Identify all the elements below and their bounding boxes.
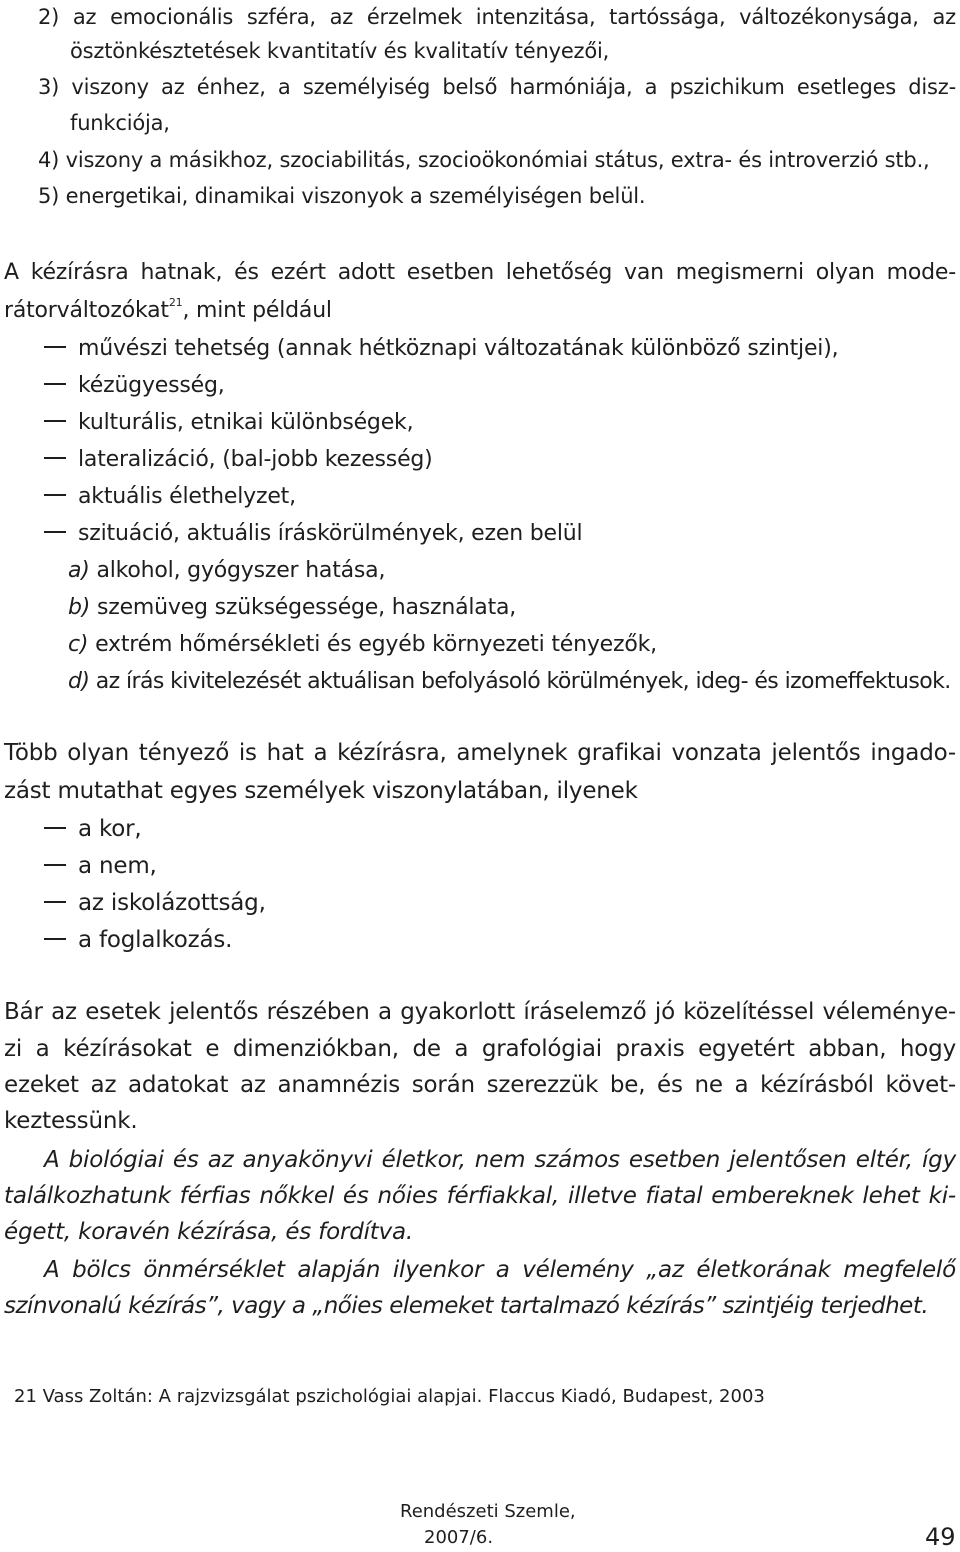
dash-bullet [44,864,66,866]
paragraph-2-line-2: zást mutathat egyes személyek viszonylatában, ilyenek [4,778,638,804]
dash-bullet [44,420,66,422]
list-item-2-line-1: 2) az emocionális szféra, az érzelmek intenzitása, tartóssága, változékonysága, az [38,5,956,29]
paragraph-2-line-1: Több olyan tényező is hat a kézírásra, amelynek grafikai vonzata jelentős ingado- [4,740,956,766]
list-item-text: a kor, [78,816,142,842]
list-item [44,334,838,364]
sub-list-item [68,630,657,660]
list-item [44,851,157,881]
journal-issue: 2007/6. [424,1527,494,1548]
list-item-text: szituáció, aktuális íráskörülmények, ezen belül [78,521,583,546]
list-item-text: a foglalkozás. [78,927,233,953]
list-item-text: a nem, [78,853,157,879]
list-item-text: lateralizáció, (bal-jobb kezesség) [78,447,433,472]
dash-bullet [44,531,66,533]
sub-list-letter: b) [68,595,91,620]
dash-bullet [44,827,66,829]
list-item [44,482,296,512]
dash-bullet [44,938,66,940]
list-item [44,814,142,844]
sub-list-letter: a) [68,558,90,583]
dash-bullet [44,901,66,903]
sub-list-letter: c) [68,632,89,657]
paragraph-3-line-4: keztessünk. [4,1108,138,1134]
dash-bullet [44,383,66,385]
list-item-text: az iskolázottság, [78,890,266,916]
paragraph-3-line-3: ezeket az adatokat az anamnézis során szerezzük be, és ne a kézírásból követ- [4,1072,956,1098]
list-item-text: kulturális, etnikai különbségek, [78,410,414,435]
list-item-text: kézügyesség, [78,373,225,398]
dash-bullet [44,346,66,348]
list-item-2-line-2: ösztönkésztetések kvantitatív és kvalitatív tényezői, [70,39,610,63]
footnote-ref: 21 [168,295,183,309]
sub-list-item [68,556,385,586]
list-item [44,888,266,918]
paragraph-5-line-2: színvonalú kézírás”, vagy a „nőies elemeket tartalmazó kézírás” szintjéig terjedhet. [4,1293,929,1319]
sub-list-item [68,593,516,623]
list-item [44,408,413,438]
text-span: , mint például [182,298,332,323]
list-item-5: 5) energetikai, dinamikai viszonyok a személyiségen belül. [38,184,646,208]
sub-list-letter: d) [68,669,90,694]
list-item [44,371,225,401]
list-item-text: aktuális élethelyzet, [78,484,296,509]
page-number: 49 [925,1523,956,1551]
paragraph-5-line-1: A bölcs önmérséklet alapján ilyenkor a vélemény „az életkorának megfelelő [44,1257,956,1283]
sub-list-text: alkohol, gyógyszer hatása, [96,558,386,583]
sub-list-text: az írás kivitelezését aktuálisan befolyásoló körülmények, ideg- és izomeffektusok. [95,669,951,694]
footnote: 21 Vass Zoltán: A rajzvizsgálat pszichológiai alapjai. Flaccus Kiadó, Budapest, 2003 [14,1386,765,1407]
paragraph-3-line-1: Bár az esetek jelentős részében a gyakorlott íráselemző jó közelítéssel véleménye- [4,999,956,1025]
journal-name: Rendészeti Szemle, [400,1501,576,1522]
dash-bullet [44,494,66,496]
sub-list-item [68,667,951,697]
sub-list-text: extrém hőmérsékleti és egyéb környezeti tényezők, [95,632,657,657]
paragraph-1-line-1: A kézírásra hatnak, és ezért adott esetben lehetőség van megismerni olyan mode- [4,260,956,285]
text-span: rátorváltozókat [4,298,169,323]
list-item-3-line-2: funkciója, [70,111,170,135]
list-item [44,445,433,475]
sub-list-text: szemüveg szükségessége, használata, [96,595,517,620]
paragraph-4-line-2: találkozhatunk férfias nőkkel és nőies férfiakkal, illetve fiatal embereknek lehet ki- [4,1183,956,1209]
list-item [44,925,232,955]
paragraph-4-line-1: A biológiai és az anyakönyvi életkor, nem számos esetben jelentősen eltér, így [44,1147,956,1173]
list-item-4: 4) viszony a másikhoz, szociabilitás, szocioökonómiai státus, extra- és introverzió stb., [38,148,930,172]
list-item-3-line-1: 3) viszony az énhez, a személyiség belső harmóniája, a pszichikum esetleges disz- [38,75,956,99]
dash-bullet [44,457,66,459]
list-item [44,519,582,549]
paragraph-4-line-3: égett, koravén kézírása, és fordítva. [4,1219,414,1245]
list-item-text: művészi tehetség (annak hétköznapi változatának különböző szintjei), [78,336,839,361]
paragraph-1-line-2 [4,296,332,326]
paragraph-3-line-2: zi a kézírásokat e dimenziókban, de a grafológiai praxis egyetért abban, hogy [4,1036,956,1062]
